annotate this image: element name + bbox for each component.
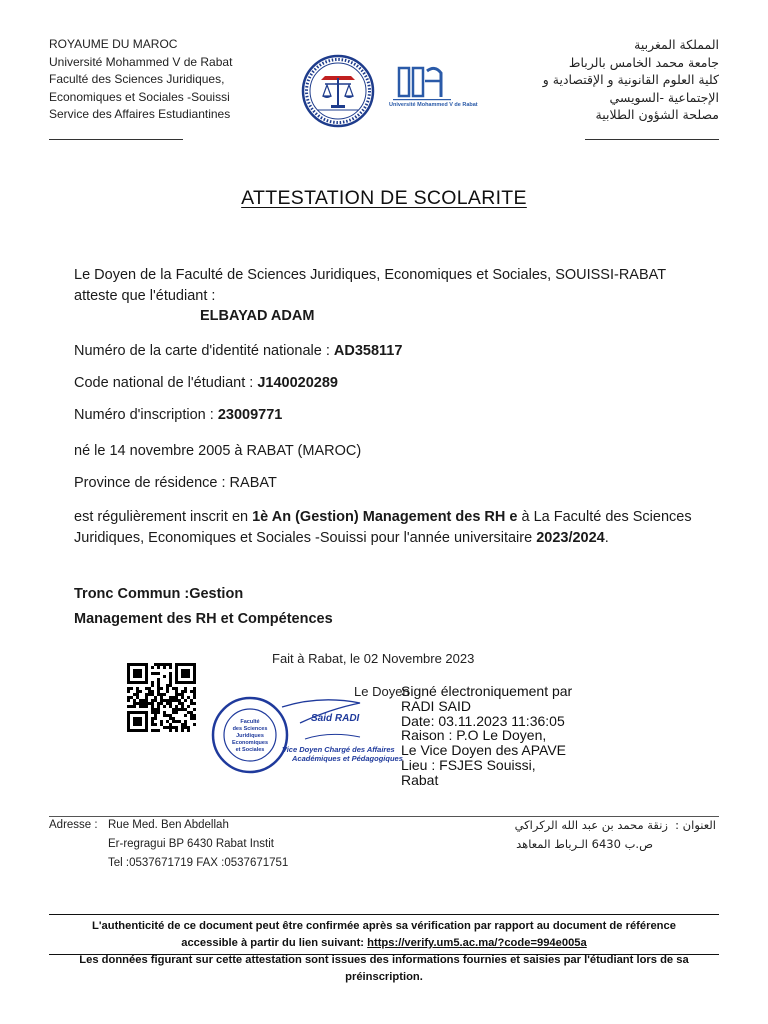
signature-line: Rabat <box>401 771 439 788</box>
cin-label: Numéro de la carte d'identité nationale : <box>74 343 330 359</box>
enrolment-paragraph <box>74 507 694 548</box>
header-left-line: Economiques et Sociales -Souissi <box>49 89 230 104</box>
header-right-line: المملكة المغربية <box>634 37 719 52</box>
address-line: Er-regragui BP 6430 Rabat Instit <box>108 838 274 850</box>
enrolment-year: 2023/2024 <box>536 529 605 546</box>
address-line: Rue Med. Ben Abdellah <box>108 819 229 831</box>
header-left-line: Université Mohammed V de Rabat <box>49 54 233 69</box>
signature-line: Le Vice Doyen des APAVE <box>401 742 566 759</box>
electronic-signature <box>401 684 572 788</box>
header-right-rule <box>585 139 719 140</box>
signature-line: Lieu : FSJES Souissi, <box>401 756 536 773</box>
student-code-value: J140020289 <box>257 375 339 391</box>
enrolment-middle: à La Faculté des Sciences Juridiques, Economiques et Sociales -Souissi pour l'année universitaire <box>74 509 692 546</box>
signature-line: Raison : P.O Le Doyen, <box>401 727 547 744</box>
student-name: ELBAYAD ADAM <box>200 308 315 324</box>
cin-line <box>74 341 694 362</box>
header-left-rule <box>49 139 183 140</box>
svg-text:Juridiques: Juridiques <box>236 733 264 739</box>
student-code-line <box>74 373 694 394</box>
le-doyen-label: Le Doyen <box>354 684 410 699</box>
student-code-label: Code national de l'étudiant : <box>74 375 254 391</box>
inscription-line <box>74 405 694 426</box>
header-left-line: ROYAUME DU MAROC <box>49 37 178 51</box>
authenticity-text: L'authenticité de ce document peut être confirmée après sa vérification par rapport au document de référence <box>92 920 676 932</box>
header-right-line: جامعة محمد الخامس بالرباط <box>568 54 719 70</box>
svg-text:des Sciences: des Sciences <box>232 726 268 732</box>
specialty: Management des RH et Compétences <box>74 611 333 627</box>
stamp-role-line: Académiques et Pédagogiques <box>292 754 403 763</box>
enrolment-prefix: est régulièrement inscrit en <box>74 509 249 525</box>
intro-paragraph: Le Doyen de la Faculté de Sciences Juridiques, Economiques et Sociales, SOUISSI-RABAT atteste que l'étudiant : <box>74 267 666 304</box>
place-date: Fait à Rabat, le 02 Novembre 2023 <box>272 651 475 666</box>
header-right-line: كلية العلوم القانونية و الإقتصادية و <box>542 72 719 87</box>
province-line: Province de résidence : RABAT <box>74 475 277 491</box>
document-title: ATTESTATION DE SCOLARITE <box>241 187 527 209</box>
signature-line: Date: 03.11.2023 11:36:05 <box>401 712 565 729</box>
birth-line: né le 14 novembre 2005 à RABAT (MAROC) <box>74 443 362 459</box>
header-left-block <box>49 36 232 124</box>
signature-line: RADI SAID <box>401 697 472 714</box>
svg-text:et Sociales: et Sociales <box>235 747 265 753</box>
header-right-block <box>543 36 719 124</box>
authenticity-notice <box>49 914 719 955</box>
signature-line: Signé électroniquement par <box>401 683 573 699</box>
enrolment-suffix: . <box>604 529 609 546</box>
authenticity-text: accessible à partir du lien suivant: <box>181 937 365 949</box>
address-label: Adresse : <box>49 819 98 831</box>
address-block <box>108 816 288 873</box>
verification-link[interactable]: https://verify.um5.ac.ma/?code=994e005a <box>367 937 587 949</box>
address-ar-line: زنقة محمد بن عبد الله الركراكي <box>514 818 668 832</box>
header-left-line: Service des Affaires Estudiantines <box>49 107 231 121</box>
tronc-commun: Tronc Commun :Gestion <box>74 586 244 602</box>
qr-code <box>127 663 196 732</box>
address-ar-label: العنوان : <box>675 818 716 832</box>
faculty-seal-logo <box>301 54 375 128</box>
cin-value: AD358117 <box>333 343 403 359</box>
stamp-signatory-name: Said RADI <box>311 713 360 724</box>
official-stamp <box>210 695 406 775</box>
stamp-role <box>282 745 403 763</box>
address-ar-line: ص.ب 6430 الـرباط المعاهد <box>516 837 653 851</box>
header-right-line: الإجتماعية -السويسي <box>609 89 719 105</box>
svg-text:Economiques: Economiques <box>231 740 269 746</box>
university-logo <box>389 63 478 117</box>
address-ar-block <box>515 816 668 854</box>
university-logo-caption: Université Mohammed V de Rabat <box>389 102 478 108</box>
inscription-label: Numéro d'inscription : <box>74 407 214 423</box>
enrolment-program: 1è An (Gestion) Management des RH e <box>252 509 518 525</box>
stamp-role-line: Vice Doyen Chargé des Affaires <box>282 745 395 754</box>
header-left-line: Faculté des Sciences Juridiques, <box>49 72 225 86</box>
address-line: Tel :0537671719 FAX :0537671751 <box>108 857 289 869</box>
header-right-line: مصلحة الشؤون الطلابية <box>595 107 719 122</box>
svg-text:Faculté: Faculté <box>240 719 260 725</box>
data-source-note: Les données figurant sur cette attestation sont issues des informations fournies et saisies par l'étudiant lors de sa préinscription. <box>79 954 689 983</box>
inscription-value: 23009771 <box>217 407 283 423</box>
